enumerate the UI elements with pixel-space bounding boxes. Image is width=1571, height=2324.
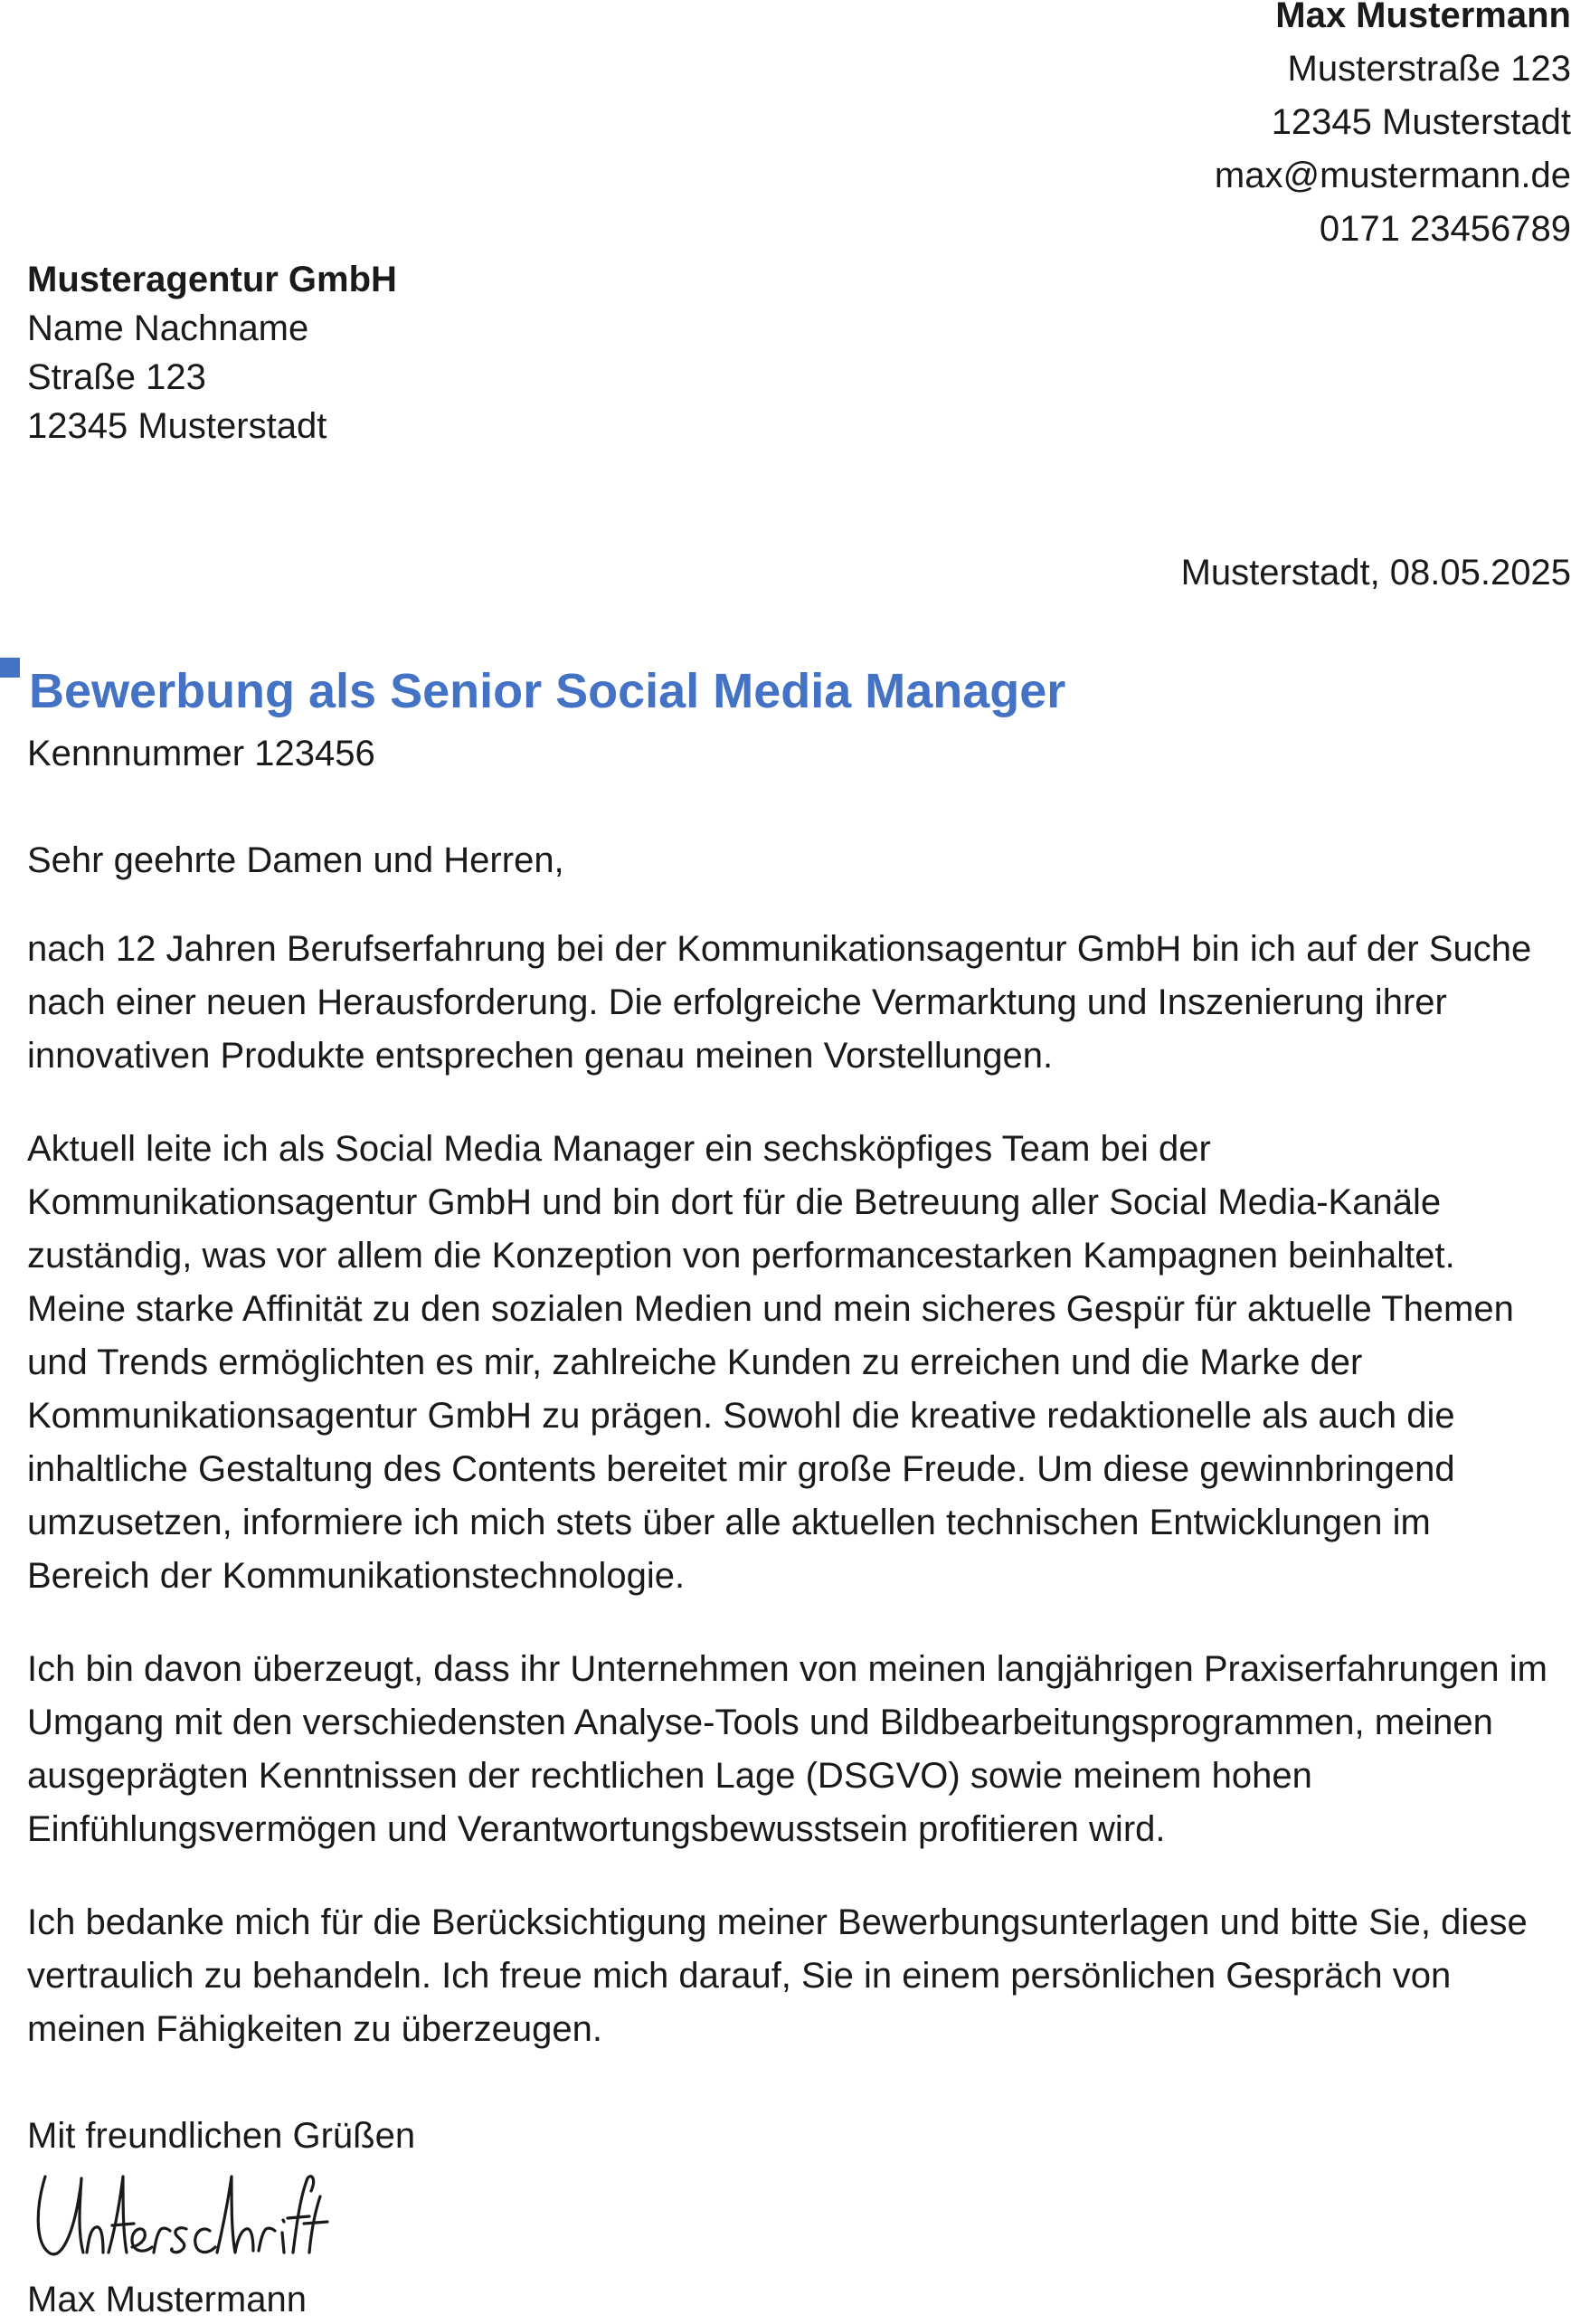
reference-number: Kennnummer 123456 <box>27 734 375 773</box>
paragraph-line: Ich bedanke mich für die Berücksichtigung meiner Bewerbungsunterlagen und bitte Sie, diese <box>27 1902 1528 1942</box>
sender-phone: 0171 23456789 <box>1319 209 1571 249</box>
sender-street: Musterstraße 123 <box>1287 49 1571 89</box>
paragraph-line: Kommunikationsagentur GmbH zu prägen. Sowohl die kreative redaktionelle als auch die <box>27 1396 1455 1436</box>
salutation: Sehr geehrte Damen und Herren, <box>27 840 564 880</box>
paragraph-line: ausgeprägten Kenntnissen der rechtlichen Lage (DSGVO) sowie meinem hohen <box>27 1756 1312 1796</box>
paragraph-thanks <box>27 1896 1565 2056</box>
paragraph-line: vertraulich zu behandeln. Ich freue mich darauf, Sie in einem persönlichen Gespräch von <box>27 1956 1452 1996</box>
paragraph-line: nach 12 Jahren Berufserfahrung bei der Kommunikationsagentur GmbH bin ich auf der Suche <box>27 929 1532 969</box>
closing-phrase: Mit freundlichen Grüßen <box>27 2116 416 2156</box>
recipient-company: Musteragentur GmbH <box>27 260 397 299</box>
recipient-contact: Name Nachname <box>27 308 309 348</box>
paragraph-line: Ich bin davon überzeugt, dass ihr Unternehmen von meinen langjährigen Praxiserfahrungen im <box>27 1649 1547 1689</box>
recipient-city: 12345 Musterstadt <box>27 406 327 446</box>
paragraph-line: nach einer neuen Herausforderung. Die erfolgreiche Vermarktung und Inszenierung ihrer <box>27 982 1447 1022</box>
paragraph-line: Kommunikationsagentur GmbH und bin dort für die Betreuung aller Social Media-Kanäle <box>27 1182 1442 1222</box>
paragraph-line: Bereich der Kommunikationstechnologie. <box>27 1556 686 1596</box>
letter-date: Musterstadt, 08.05.2025 <box>1180 553 1571 593</box>
paragraph-line: Aktuell leite ich als Social Media Manager ein sechsköpfiges Team bei der <box>27 1129 1211 1169</box>
recipient-street: Straße 123 <box>27 357 206 397</box>
paragraph-line: und Trends ermöglichten es mir, zahlreiche Kunden zu erreichen und die Marke der <box>27 1342 1363 1382</box>
paragraph-line: Umgang mit den verschiedensten Analyse-Tools und Bildbearbeitungsprogrammen, meinen <box>27 1703 1493 1742</box>
handwritten-signature <box>33 2169 331 2269</box>
subject-heading: Bewerbung als Senior Social Media Manager <box>29 664 1066 718</box>
sender-email: max@mustermann.de <box>1214 156 1571 195</box>
sender-city: 12345 Musterstadt <box>1271 102 1571 142</box>
paragraph-line: Meine starke Affinität zu den sozialen Medien und mein sicheres Gespür für aktuelle Themen <box>27 1289 1514 1329</box>
signer-name: Max Mustermann <box>27 2280 307 2319</box>
subject-marker <box>0 658 20 678</box>
sender-name: Max Mustermann <box>1275 0 1571 35</box>
paragraph-skills <box>27 1643 1565 1856</box>
paragraph-intro <box>27 923 1565 1083</box>
sender-address <box>1215 0 1571 256</box>
paragraph-line: innovativen Produkte entsprechen genau meinen Vorstellungen. <box>27 1036 1054 1076</box>
paragraph-line: Einfühlungsvermögen und Verantwortungsbewusstsein profitieren wird. <box>27 1809 1166 1849</box>
paragraph-line: umzusetzen, informiere ich mich stets über alle aktuellen technischen Entwicklungen im <box>27 1503 1431 1542</box>
letter-body <box>27 834 1565 2096</box>
paragraph-line: zuständig, was vor allem die Konzeption von performancestarken Kampagnen beinhaltet. <box>27 1236 1455 1276</box>
paragraph-line: meinen Fähigkeiten zu überzeugen. <box>27 2009 602 2049</box>
paragraph-line: inhaltliche Gestaltung des Contents bereitet mir große Freude. Um diese gewinnbringend <box>27 1449 1455 1489</box>
paragraph-experience <box>27 1123 1565 1603</box>
recipient-address <box>27 255 397 451</box>
